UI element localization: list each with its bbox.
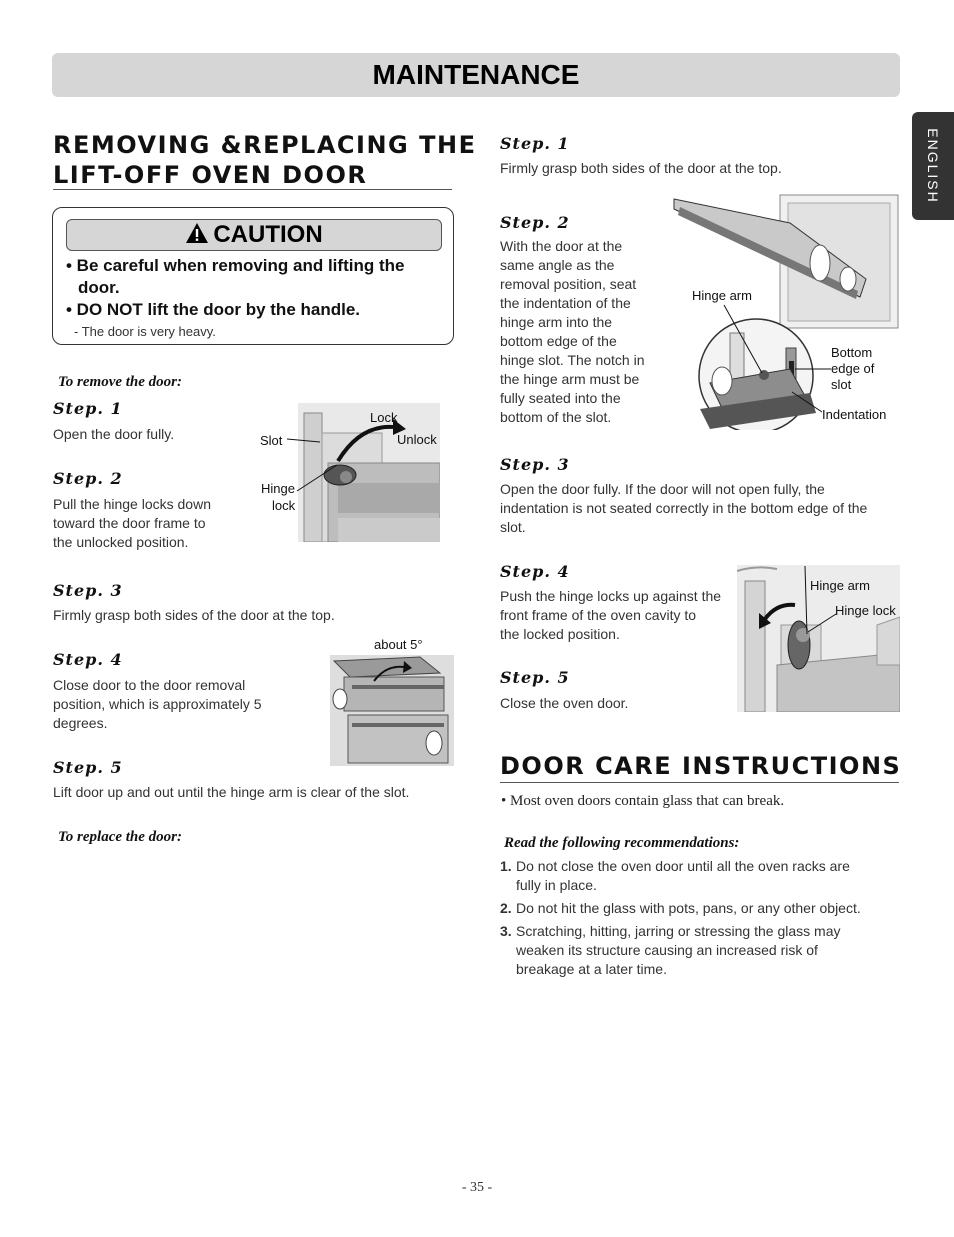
replace-step4-text [500,587,721,644]
fig4-hinge-lock-pointer [806,612,838,634]
page-number: - 35 - [461,1180,493,1195]
replace-step2-line: same angle as the [500,257,615,273]
remove-step3-text: Firmly grasp both sides of the door at the top. [53,607,335,623]
hinge-seating-figure [670,193,901,430]
caution-note: - The door is very heavy. [74,324,216,339]
remove-step1-label: Step. 1 [53,399,123,418]
replace-step5-label: Step. 5 [500,668,570,687]
remove-step4-line2: position, which is approximately 5 [53,696,262,712]
fig1-slot-label: Slot [260,433,283,448]
replace-step2-line: removal position, seat [500,276,637,292]
fig1-hinge-pointer [295,463,340,493]
fig3-bottom-label [831,345,874,393]
list-item-line: Scratching, hitting, jarring or stressing the glass may [516,923,841,939]
replace-step2-line: fully seated into the [500,390,621,406]
caution-label: CAUTION [213,221,323,248]
list-item [500,857,900,895]
replace-step4-line3: the locked position. [500,626,620,642]
list-item-line: Do not hit the glass with pots, pans, or any other object. [516,900,861,916]
list-item [500,899,900,918]
section-title-line2: LIFT-OFF OVEN DOOR [53,161,368,189]
fig1-lock2-label: lock [272,498,296,513]
remove-step2-label: Step. 2 [53,469,123,488]
fig2-about-label: about 5° [374,637,423,652]
replace-step3-text [500,480,867,537]
caution-bar [66,219,442,251]
remove-step4-text [53,676,262,733]
fig3-bottom-line2: edge of [831,361,875,376]
replace-step3-line1: Open the door fully. If the door will not open fully, the [500,481,825,497]
fig4-hinge-lock-label: Hinge lock [835,603,896,618]
remove-step2-line2: toward the door frame to [53,515,206,531]
fig3-bottom-pointer [793,365,833,373]
caution-item-1 [66,255,446,299]
fig1-lock-label: Lock [370,410,398,425]
list-item-number: 1. [500,858,512,874]
replace-step2-line: bottom of the slot. [500,409,612,425]
remove-step4-label: Step. 4 [53,650,123,669]
list-item-line: breakage at a later time. [516,961,667,977]
divider [500,782,899,783]
list-item [500,922,900,979]
list-item-number: 2. [500,900,512,916]
fig1-hinge-label: Hinge [261,481,295,496]
fig1-unlock-label: Unlock [397,432,437,447]
replace-step5-text: Close the oven door. [500,695,629,711]
replace-step2-line: hinge arm into the [500,314,613,330]
door-angle-figure [330,655,454,766]
caution-item-2: • DO NOT lift the door by the handle. [66,300,361,319]
replace-step1-label: Step. 1 [500,134,570,153]
replace-step4-label: Step. 4 [500,562,570,581]
fig3-indentation-pointer [790,390,824,416]
replace-step4-line2: front frame of the oven cavity to [500,607,697,623]
fig3-hinge-arm-pointer [722,303,764,375]
remove-step2-text [53,495,211,552]
section-title [53,130,476,190]
remove-heading: To remove the door: [58,374,183,390]
remove-step5-text: Lift door up and out until the hinge arm is clear of the slot. [53,784,410,800]
fig3-bottom-line3: slot [831,377,852,392]
language-tab[interactable] [912,112,954,220]
remove-step2-line3: the unlocked position. [53,534,189,550]
list-item-line: fully in place. [516,877,597,893]
fig4-hinge-arm-label: Hinge arm [810,578,870,593]
replace-step2-line: bottom edge of the [500,333,617,349]
remove-step1-text: Open the door fully. [53,426,175,442]
replace-step2-line: With the door at the [500,238,623,254]
recommendations-list [500,857,900,979]
caution-item-1-line1: • Be careful when removing and lifting the [66,256,405,275]
replace-heading: To replace the door: [58,829,183,845]
replace-step3-label: Step. 3 [500,455,570,474]
replace-step2-line: hinge slot. The notch in [500,352,645,368]
list-item-line: Do not close the oven door until all the oven racks are [516,858,850,874]
replace-step2-line: the indentation of the [500,295,631,311]
replace-step3-line3: slot. [500,519,526,535]
remove-step3-label: Step. 3 [53,581,123,600]
list-item-line: weaken its structure causing an increased risk of [516,942,818,958]
hinge-seating-illustration [670,193,901,430]
replace-step2-line: the hinge arm must be [500,371,640,387]
fig3-indentation-label: Indentation [822,407,887,422]
remove-step4-line1: Close door to the door removal [53,677,246,693]
remove-step4-line3: degrees. [53,715,108,731]
section-title-line1: REMOVING &REPLACING THE [53,131,477,159]
list-item-number: 3. [500,923,512,939]
door-angle-illustration [330,655,454,766]
warning-icon [185,222,209,244]
remove-step2-line1: Pull the hinge locks down [53,496,211,512]
replace-step3-line2: indentation is not seated correctly in the bottom edge of the [500,500,868,516]
fig3-hinge-arm-label: Hinge arm [692,288,752,303]
replace-step2-text [500,237,660,427]
fig3-bottom-line1: Bottom [831,345,873,360]
caution-item-1-line2: door. [78,278,120,297]
divider [53,189,452,190]
page-header: MAINTENANCE [52,53,900,97]
recommendations-heading: Read the following recommendations: [504,835,740,851]
remove-step5-label: Step. 5 [53,758,123,777]
door-care-bullet: • Most oven doors contain glass that can break. [501,793,785,809]
replace-step2-label: Step. 2 [500,213,570,232]
door-care-title: DOOR CARE INSTRUCTIONS [500,752,902,780]
language-tab-label: ENGLISH [925,128,941,204]
replace-step4-line1: Push the hinge locks up against the [500,588,722,604]
fig1-slot-pointer [287,436,321,444]
replace-step1-text: Firmly grasp both sides of the door at the top. [500,160,782,176]
